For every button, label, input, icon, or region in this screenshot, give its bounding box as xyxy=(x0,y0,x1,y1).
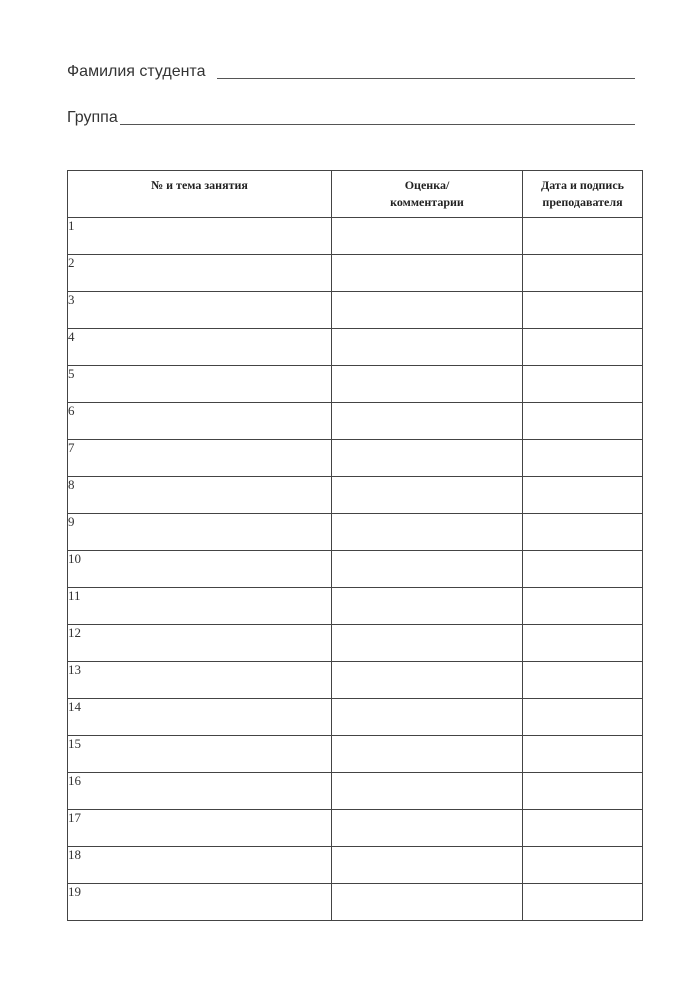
row-number-cell: 4 xyxy=(68,329,332,366)
signature-cell xyxy=(523,218,643,255)
grade-cell xyxy=(332,736,523,773)
signature-cell xyxy=(523,588,643,625)
table-row xyxy=(68,292,643,329)
grade-cell xyxy=(332,514,523,551)
column-header-topic xyxy=(68,171,332,218)
table-row xyxy=(68,477,643,514)
student-name-line xyxy=(217,62,635,79)
column-header-grade-line2: комментарии xyxy=(390,195,464,209)
grade-cell xyxy=(332,292,523,329)
grade-cell xyxy=(332,440,523,477)
signature-cell xyxy=(523,847,643,884)
table-row xyxy=(68,514,643,551)
row-number-cell: 12 xyxy=(68,625,332,662)
row-number-cell: 9 xyxy=(68,514,332,551)
grade-cell xyxy=(332,625,523,662)
grade-cell xyxy=(332,699,523,736)
signature-cell xyxy=(523,810,643,847)
table-row xyxy=(68,588,643,625)
group-label: Группа xyxy=(67,109,118,126)
table-row xyxy=(68,551,643,588)
row-number-cell: 2 xyxy=(68,255,332,292)
signature-cell xyxy=(523,329,643,366)
student-name-label: Фамилия студента xyxy=(67,63,206,80)
table-row xyxy=(68,736,643,773)
row-number-cell: 14 xyxy=(68,699,332,736)
row-number-cell: 8 xyxy=(68,477,332,514)
signature-cell xyxy=(523,403,643,440)
signature-cell xyxy=(523,255,643,292)
column-header-grade xyxy=(332,171,523,218)
table-row xyxy=(68,847,643,884)
table-row xyxy=(68,810,643,847)
column-header-topic-line1: № и тема занятия xyxy=(151,178,248,192)
signature-cell xyxy=(523,477,643,514)
row-number-cell: 5 xyxy=(68,366,332,403)
table-row xyxy=(68,625,643,662)
signature-cell xyxy=(523,773,643,810)
row-number-cell: 6 xyxy=(68,403,332,440)
row-number-cell: 15 xyxy=(68,736,332,773)
row-number-cell: 19 xyxy=(68,884,332,921)
signature-cell xyxy=(523,551,643,588)
grade-cell xyxy=(332,884,523,921)
grade-cell xyxy=(332,847,523,884)
row-number-cell: 16 xyxy=(68,773,332,810)
row-number-cell: 17 xyxy=(68,810,332,847)
grade-cell xyxy=(332,403,523,440)
table-header-row xyxy=(68,171,643,218)
attendance-table xyxy=(67,170,643,921)
student-name-field xyxy=(67,62,635,81)
signature-cell xyxy=(523,662,643,699)
grade-cell xyxy=(332,662,523,699)
signature-cell xyxy=(523,366,643,403)
table-row xyxy=(68,884,643,921)
grade-cell xyxy=(332,773,523,810)
table-row xyxy=(68,699,643,736)
table-row xyxy=(68,662,643,699)
row-number-cell: 3 xyxy=(68,292,332,329)
table-row xyxy=(68,440,643,477)
group-field xyxy=(67,108,635,127)
signature-cell xyxy=(523,625,643,662)
table-row xyxy=(68,773,643,810)
row-number-cell: 10 xyxy=(68,551,332,588)
row-number-cell: 18 xyxy=(68,847,332,884)
column-header-signature-line1: Дата и подпись xyxy=(540,178,625,192)
column-header-signature-line2: преподавателя xyxy=(542,195,623,209)
table-row xyxy=(68,329,643,366)
grade-cell xyxy=(332,329,523,366)
signature-cell xyxy=(523,699,643,736)
column-header-grade-line1: Оценка/ xyxy=(404,178,450,192)
row-number-cell: 13 xyxy=(68,662,332,699)
grade-cell xyxy=(332,477,523,514)
column-header-signature xyxy=(523,171,643,218)
signature-cell xyxy=(523,736,643,773)
grade-cell xyxy=(332,255,523,292)
grade-cell xyxy=(332,588,523,625)
table-row xyxy=(68,366,643,403)
table-row xyxy=(68,255,643,292)
signature-cell xyxy=(523,440,643,477)
table-row xyxy=(68,218,643,255)
group-line xyxy=(120,108,635,125)
grade-cell xyxy=(332,810,523,847)
row-number-cell: 11 xyxy=(68,588,332,625)
row-number-cell: 1 xyxy=(68,218,332,255)
signature-cell xyxy=(523,292,643,329)
grade-cell xyxy=(332,551,523,588)
row-number-cell: 7 xyxy=(68,440,332,477)
signature-cell xyxy=(523,884,643,921)
signature-cell xyxy=(523,514,643,551)
table-row xyxy=(68,403,643,440)
grade-cell xyxy=(332,366,523,403)
grade-cell xyxy=(332,218,523,255)
